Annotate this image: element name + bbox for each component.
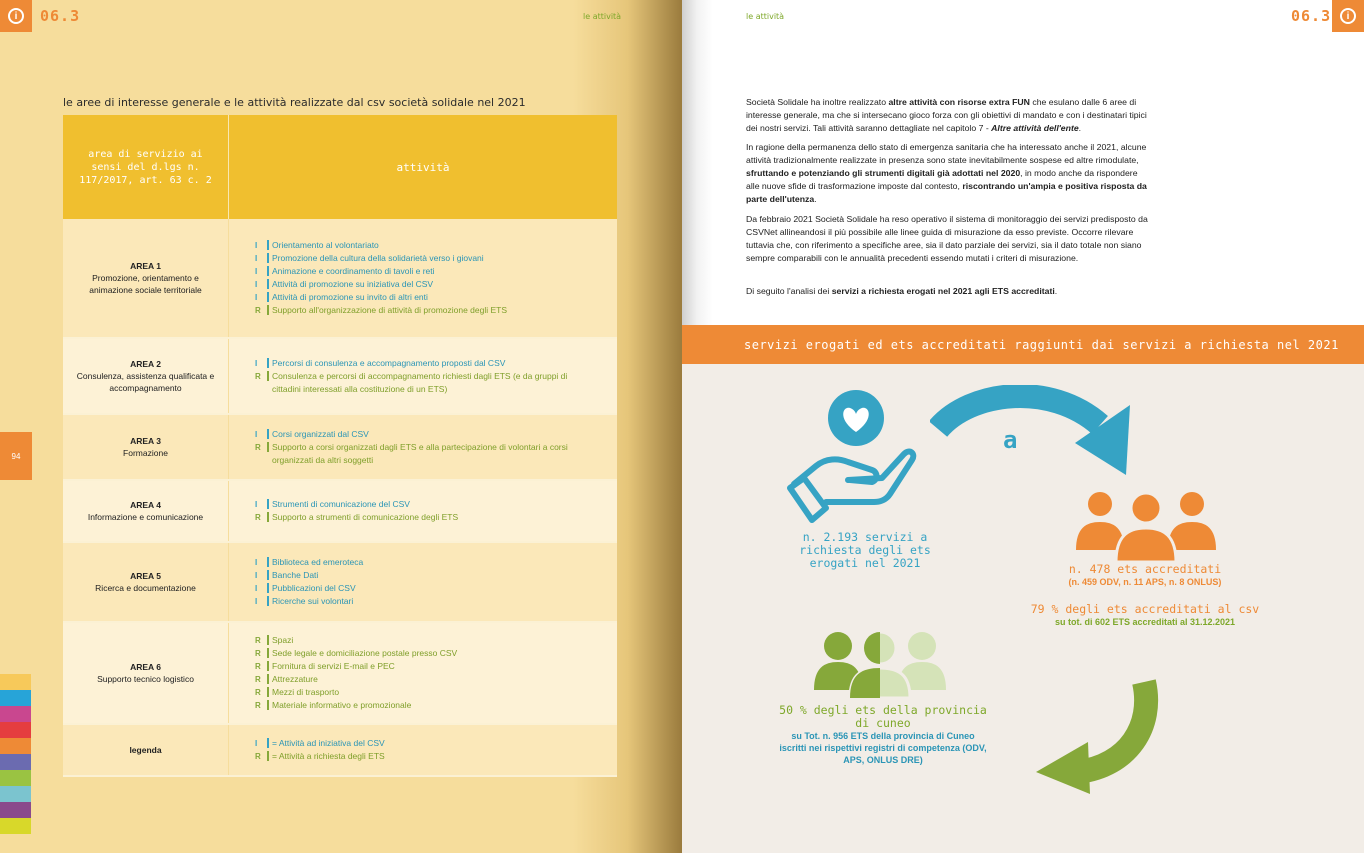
area-cell	[63, 219, 229, 337]
area-description: Ricerca e documentazione	[95, 583, 196, 593]
activity-item	[255, 699, 617, 712]
activity-bar	[267, 738, 269, 748]
activity-bar	[267, 305, 269, 315]
activity-bar	[267, 442, 269, 452]
table-header	[63, 115, 617, 219]
activity-item	[255, 647, 617, 660]
activities-cell	[229, 481, 617, 541]
table-row	[63, 219, 617, 339]
activity-text: Supporto a strumenti di comunicazione degli ETS	[272, 512, 459, 522]
activity-bar	[267, 266, 269, 276]
activity-item	[255, 582, 617, 595]
header-activities: attività	[396, 160, 450, 174]
activity-text: Sede legale e domiciliazione postale presso CSV	[272, 648, 458, 658]
services-count: n. 2.193 servizi a richiesta degli ets erogati nel 2021	[799, 530, 931, 570]
activity-bar	[267, 429, 269, 439]
activity-bar	[267, 512, 269, 522]
color-stripe	[0, 786, 31, 802]
province-percentage-block	[778, 704, 988, 766]
area-cell	[63, 481, 229, 541]
color-stripe	[0, 706, 31, 722]
activity-item	[255, 511, 617, 524]
paragraph-analysis	[746, 285, 1148, 298]
activity-item	[255, 569, 617, 582]
activity-bar	[267, 240, 269, 250]
activity-marker: I	[255, 254, 258, 263]
hand-heart-icon	[786, 388, 918, 528]
activity-item	[255, 595, 617, 608]
activity-text: Corsi organizzati dal CSV	[272, 428, 369, 439]
activity-bar	[267, 557, 269, 567]
activity-bar	[267, 253, 269, 263]
bold-text: servizi a richiesta erogati nel 2021 agli ETS accreditati	[831, 286, 1055, 296]
activity-bar	[267, 371, 269, 381]
paragraph-extra-activities	[746, 96, 1148, 135]
activity-item	[255, 556, 617, 569]
activity-marker: I	[255, 267, 258, 276]
info-tab-right	[1332, 0, 1364, 32]
info-icon: i	[8, 8, 24, 24]
bold-text: riscontrando un'ampia e positiva risposta da parte dell'utenza	[746, 181, 1147, 204]
color-stripe	[0, 818, 31, 834]
province-percentage-title: 50 % degli ets della provincia di cuneo	[779, 703, 987, 730]
body-text: .	[1078, 123, 1082, 133]
color-stripe	[0, 690, 31, 706]
body-text: Da febbraio 2021 Società Solidale ha reso operativo il sistema di monitoraggio dei servizi predisposto da CSVNet allineandosi il più possibile alle linee guida di misurazione da esso previste. Occorre rilevare tuttavia che, con riferimento a specifiche aree, sia il dato parziale dei servizi, sia il dato totale non siano sempre comparabili con le annualità precedenti essendo mutati i criteri di misurazione.	[746, 214, 1148, 263]
activities-cell	[229, 725, 617, 775]
body-text: .	[814, 194, 817, 204]
activity-bar	[267, 499, 269, 509]
people-group-icon	[1072, 486, 1220, 562]
area-label: AREA 3	[130, 436, 161, 446]
ets-percentage-title: 79 % degli ets accreditati al csv	[1030, 602, 1260, 616]
ets-accredited-block	[1030, 563, 1260, 588]
section-number-right: 06.3	[1291, 7, 1332, 25]
activity-item	[255, 357, 617, 370]
activity-item	[255, 737, 617, 750]
body-text: Società Solidale ha inoltre realizzato	[746, 97, 889, 107]
activities-cell	[229, 219, 617, 337]
activity-text: Attività di promozione su invito di altri enti	[272, 292, 428, 302]
body-text: In ragione della permanenza dello stato di emergenza sanitaria che ha interessato anche il 2021, alcune attività tradizionalmente realizzate in presenza sono state inevitabilmente sospese ed altre rimodulate,	[746, 142, 1147, 165]
activity-item	[255, 498, 617, 511]
activity-marker: I	[255, 429, 258, 439]
activity-item	[255, 291, 617, 304]
activity-marker: I	[255, 293, 258, 302]
activity-marker: I	[255, 558, 258, 567]
activity-bar	[267, 292, 269, 302]
activity-marker: R	[255, 752, 261, 761]
activity-text: Orientamento al volontariato	[272, 240, 379, 250]
running-head-right: le attività	[746, 12, 785, 21]
activities-cell	[229, 415, 617, 479]
area-label: AREA 1	[130, 261, 161, 271]
activity-marker: R	[255, 649, 261, 658]
activity-text: = Attività ad iniziativa del CSV	[272, 738, 385, 748]
activity-marker: R	[255, 675, 261, 684]
table-body	[63, 219, 617, 777]
table-row	[63, 623, 617, 725]
color-stripe	[0, 770, 31, 786]
activity-bar	[267, 635, 269, 645]
table-row	[63, 481, 617, 543]
activity-text: Supporto all'organizzazione di attività di promozione degli ETS	[272, 305, 508, 315]
activity-bar	[267, 661, 269, 671]
activity-item	[255, 304, 617, 317]
activity-marker: R	[255, 306, 261, 315]
body-text: .	[1054, 286, 1058, 296]
blue-arrow-icon	[930, 385, 1150, 495]
activity-marker: I	[255, 358, 258, 368]
ets-accredited-title: n. 478 ets accreditati	[1068, 562, 1222, 576]
table-row	[63, 415, 617, 481]
activity-text: Percorsi di consulenza e accompagnamento proposti dal CSV	[272, 357, 506, 368]
infographic-banner: servizi erogati ed ets accreditati raggiunti dai servizi a richiesta nel 2021	[682, 325, 1364, 364]
body-text: che esulano dalle 6 aree di interesse generale, ma che si intersecano gioco forza con gli obiettivi di mandato e con i destinatari tipici dei nostri servizi. Tali attività saranno dettagliate nel capitolo 7 -	[746, 97, 1147, 133]
activity-marker: R	[255, 636, 261, 645]
activity-bar	[267, 279, 269, 289]
activity-marker: R	[255, 513, 261, 522]
info-icon: i	[1340, 8, 1356, 24]
arrow-letter: a	[1003, 426, 1018, 454]
activity-item	[255, 634, 617, 647]
page-number-left: 94	[0, 432, 32, 480]
running-head-left: le attività	[583, 12, 622, 21]
activity-marker: I	[255, 241, 258, 250]
activity-marker: R	[255, 701, 261, 710]
section-number-left: 06.3	[40, 7, 81, 25]
activity-item	[255, 660, 617, 673]
area-description: Consulenza, assistenza qualificata e accompagnamento	[76, 371, 215, 393]
body-text: , in modo anche da rispondere alle nuove sfide di trasformazione imposte dal contesto,	[746, 168, 1138, 191]
area-label: AREA 2	[130, 359, 161, 369]
activity-bar	[267, 687, 269, 697]
activity-bar	[267, 358, 269, 368]
activity-text: Consulenza e percorsi di accompagnamento richiesti dagli ETS (e da gruppi di cittadini interessati alla costituzione di un ETS)	[272, 370, 568, 394]
activity-item	[255, 750, 617, 763]
area-cell	[63, 543, 229, 621]
area-cell	[63, 725, 229, 775]
activity-item	[255, 278, 617, 291]
area-cell	[63, 339, 229, 413]
activity-bar	[267, 674, 269, 684]
color-stripe	[0, 674, 31, 690]
activity-item	[255, 686, 617, 699]
activity-text: Fornitura di servizi E-mail e PEC	[272, 661, 395, 671]
area-label: legenda	[129, 745, 162, 755]
table-row	[63, 725, 617, 777]
bold-text: sfruttando e potenziando gli strumenti digitali già adottati nel 2020	[746, 168, 1021, 178]
bold-text: Altre attività dell'ente	[991, 123, 1079, 133]
activity-text: Spazi	[272, 635, 294, 645]
activity-text: Materiale informativo e promozionale	[272, 700, 412, 710]
color-stripe	[0, 738, 31, 754]
paragraph-emergency	[746, 141, 1148, 206]
activity-bar	[267, 583, 269, 593]
area-description: Informazione e comunicazione	[87, 512, 204, 522]
activity-marker: R	[255, 662, 261, 671]
province-percentage-sub: su Tot. n. 956 ETS della provincia di Cuneo iscritti nei rispettivi registri di competenza (ODV, APS, ONLUS DRE)	[779, 731, 987, 765]
activity-bar	[267, 700, 269, 710]
ets-percentage-block	[1030, 603, 1260, 628]
area-description: Promozione, orientamento e animazione sociale territoriale	[89, 273, 202, 295]
activity-bar	[267, 570, 269, 580]
area-label: AREA 6	[130, 662, 161, 672]
activity-marker: I	[255, 500, 258, 509]
activities-cell	[229, 339, 617, 413]
activity-text: = Attività a richiesta degli ETS	[272, 751, 385, 761]
activity-text: Supporto a corsi organizzati dagli ETS e alla partecipazione di volontari a corsi organizzati da altri soggetti	[272, 441, 568, 465]
ets-accredited-breakdown: (n. 459 ODV, n. 11 APS, n. 8 ONLUS)	[1068, 577, 1222, 587]
activity-marker: I	[255, 597, 258, 606]
area-cell	[63, 415, 229, 479]
activity-item	[255, 673, 617, 686]
activity-item	[255, 441, 617, 467]
activities-table	[63, 115, 617, 777]
activity-marker: R	[255, 688, 261, 697]
area-cell	[63, 623, 229, 723]
activity-marker: I	[255, 739, 258, 748]
activity-marker: I	[255, 571, 258, 580]
activity-item	[255, 239, 617, 252]
activity-bar	[267, 648, 269, 658]
activity-marker: I	[255, 584, 258, 593]
activity-marker: R	[255, 442, 261, 452]
activity-text: Promozione della cultura della solidarietà verso i giovani	[272, 253, 484, 263]
activity-text: Animazione e coordinamento di tavoli e reti	[272, 266, 435, 276]
area-description: Formazione	[123, 448, 168, 458]
activity-bar	[267, 596, 269, 606]
activity-text: Ricerche sui volontari	[272, 596, 354, 606]
color-stripe	[0, 802, 31, 818]
activity-item	[255, 265, 617, 278]
activity-text: Banche Dati	[272, 570, 319, 580]
paragraph-monitoring	[746, 213, 1148, 265]
area-label: AREA 4	[130, 500, 161, 510]
activities-cell	[229, 543, 617, 621]
color-stripes-left	[0, 674, 31, 834]
people-province-icon	[814, 628, 946, 698]
ets-percentage-sub: su tot. di 602 ETS accreditati al 31.12.2021	[1054, 617, 1236, 627]
activity-item	[255, 428, 617, 441]
activity-text: Strumenti di comunicazione del CSV	[272, 499, 410, 509]
table-row	[63, 339, 617, 415]
area-label: AREA 5	[130, 571, 161, 581]
table-row	[63, 543, 617, 623]
activity-bar	[267, 751, 269, 761]
activities-cell	[229, 623, 617, 723]
bold-text: altre attività con risorse extra FUN	[888, 97, 1030, 107]
activity-text: Mezzi di trasporto	[272, 687, 340, 697]
table-title: le aree di interesse generale e le attività realizzate dal csv società solidale nel 2021	[63, 96, 526, 109]
activity-text: Attrezzature	[272, 674, 318, 684]
activity-marker: R	[255, 371, 261, 381]
color-stripe	[0, 722, 31, 738]
info-tab-left	[0, 0, 32, 32]
activity-item	[255, 370, 617, 396]
activity-text: Pubblicazioni del CSV	[272, 583, 356, 593]
header-area: area di servizio ai sensi del d.lgs n. 117/2017, art. 63 c. 2	[63, 115, 229, 219]
activity-item	[255, 252, 617, 265]
activity-text: Attività di promozione su iniziativa del CSV	[272, 279, 434, 289]
area-description: Supporto tecnico logistico	[97, 674, 194, 684]
activity-marker: I	[255, 280, 258, 289]
color-stripe	[0, 754, 31, 770]
body-text: Di seguito l'analisi dei	[746, 286, 832, 296]
activity-text: Biblioteca ed emeroteca	[272, 557, 364, 567]
green-arrow-icon	[1018, 676, 1168, 796]
